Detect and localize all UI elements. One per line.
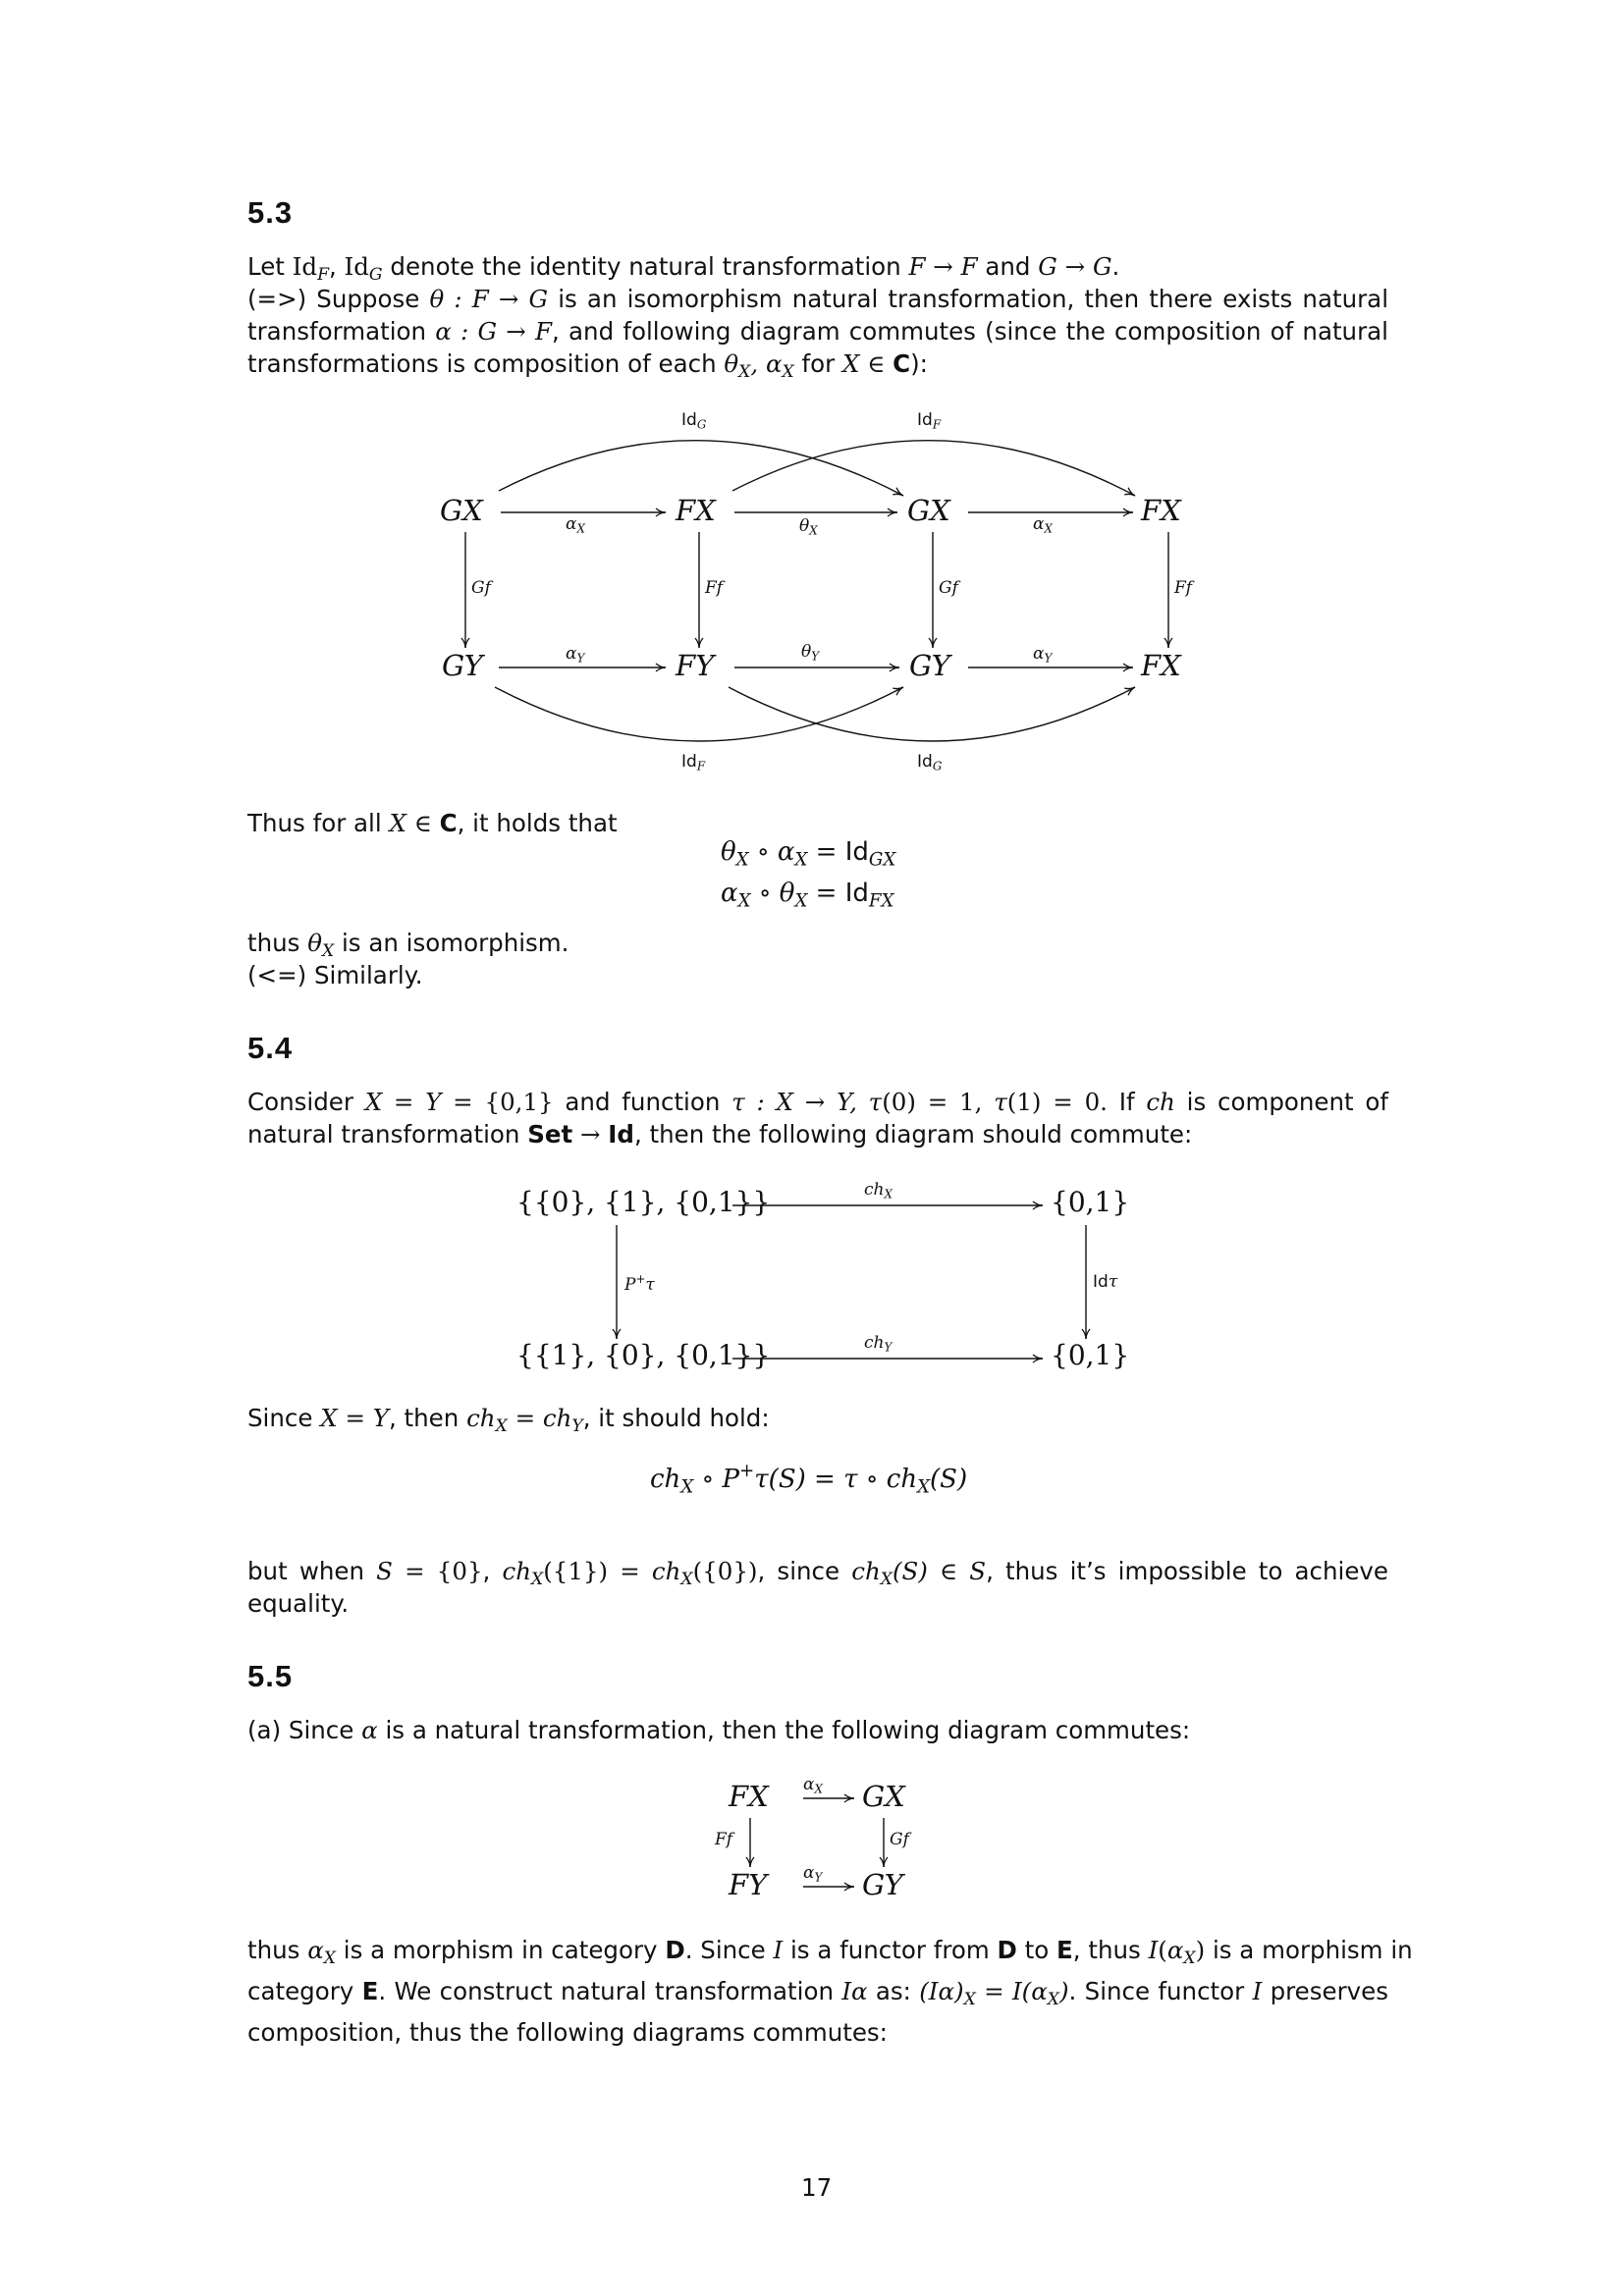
node-set-x: {0,1} (1051, 1186, 1130, 1218)
s53-converse: (<=) Similarly. (247, 961, 423, 989)
s54-line-2: natural transformation Set → Id, then the following diagram should commute: (247, 1120, 1193, 1148)
s54-since-line: Since X = Y, then $ch_X = ch_Y$, it should hold: (247, 1404, 770, 1437)
section-heading-5-3: 5.3 (247, 195, 294, 230)
node-gx-small: GX (862, 1780, 905, 1813)
label-theta-x: $\theta_X$ (799, 516, 818, 538)
label-alpha-x-2: $\alpha_X$ (1033, 514, 1053, 536)
label-alpha-y-1: $\alpha_Y$ (566, 644, 585, 666)
node-fy-1: FY (676, 649, 715, 682)
label-gf-small: Gf (890, 1830, 909, 1849)
node-fx-2: FX (1141, 494, 1181, 527)
curve-id-f-top (732, 441, 1135, 496)
s53-conclusion: thus $\theta_X$ is an isomorphism. (247, 929, 569, 962)
node-fy-small: FY (729, 1868, 768, 1901)
label-p-plus-tau: P+τ (624, 1272, 655, 1296)
label-ch-y: $ch_Y$ (864, 1333, 893, 1355)
node-gy-1: GY (442, 649, 483, 682)
s55-line-1: (a) Since α is a natural transformation, then the following diagram commutes: (247, 1716, 1191, 1744)
s53-thus-line: Thus for all X ∈ C, it holds that (247, 809, 618, 837)
node-powerset-y: {{1}, {0}, {0,1}} (516, 1339, 771, 1371)
label-ff-1: Ff (705, 578, 724, 598)
s53-forward-paragraph: (=>) Suppose θ : F → G is an isomorphism natural transformation, then there exists natural transformation α : G → F, and following diagram commutes (since the composition of natural transformations is composition of each $\theta_X$, $\alpha_X$ for X ∈ C): (247, 285, 1388, 383)
curve-id-f-bottom (495, 687, 903, 741)
label-gf-2: Gf (939, 578, 958, 598)
label-alpha-x-small: $\alpha_X$ (803, 1775, 823, 1796)
label-ch-x: $ch_X$ (864, 1180, 893, 1201)
node-fx-small: FX (729, 1780, 769, 1813)
label-id-g-top: $Id_G$ (681, 410, 707, 432)
node-fx-1: FX (676, 494, 716, 527)
label-id-f-bottom: $Id_F$ (681, 752, 706, 774)
label-id-tau: Idτ (1093, 1272, 1118, 1292)
node-gy-2: GY (909, 649, 950, 682)
label-alpha-y-2: $\alpha_Y$ (1033, 644, 1053, 666)
s53-equation-2: $\alpha_X$ ∘ $\theta_X = Id_{FX}$ (721, 879, 894, 912)
page-number: 17 (801, 2173, 833, 2202)
node-set-y: {0,1} (1051, 1339, 1130, 1371)
label-ff-2: Ff (1174, 578, 1193, 598)
curve-id-g-top (499, 441, 903, 496)
label-id-f-top: $Id_F$ (917, 410, 942, 432)
node-fx-3: FX (1141, 649, 1181, 682)
s53-intro-line: Let $Id_F$, $Id_G$ denote the identity natural transformation F → F and G → G. (247, 252, 1120, 286)
s54-but-line: but when S = {0}, $ch_X(\{1\}) = ch_X(\{0\})$, since $ch_X(S)$ ∈ S, thus it’s impossible to achieve (247, 1557, 1389, 1590)
section-heading-5-4: 5.4 (247, 1031, 294, 1065)
label-theta-y: $\theta_Y$ (801, 642, 820, 664)
label-alpha-x-1: $\alpha_X$ (566, 514, 585, 536)
label-id-g-bottom: $Id_G$ (917, 752, 943, 774)
node-gx-1: GX (440, 494, 483, 527)
s53-equation-1: $\theta_X$ ∘ $\alpha_X = Id_{GX}$ (721, 837, 896, 871)
node-gy-small: GY (862, 1868, 903, 1901)
section-heading-5-5: 5.5 (247, 1659, 294, 1693)
label-ff-small: Ff (715, 1830, 733, 1849)
label-gf-1: Gf (471, 578, 491, 598)
s54-but-line-2: equality. (247, 1589, 350, 1618)
label-alpha-y-small: $\alpha_Y$ (803, 1863, 823, 1885)
s54-line-1: Consider X = Y = {0,1} and function τ : X → Y, τ(0) = 1, τ(1) = 0. If ch is component of (247, 1088, 1389, 1116)
s55-paragraph: thus $\alpha_X$ is a morphism in category D. Since I is a functor from D to E, thus $I(\alpha_X)$ is a morphism in category E. We construct natural transformation Iα as: $(I\alpha)_X = I(\alpha_X)$. Since functor I preserves composition, thus the following diagrams commutes: (247, 1936, 1413, 2048)
curve-id-g-bottom (729, 687, 1135, 741)
node-gx-2: GX (907, 494, 950, 527)
node-powerset-x: {{0}, {1}, {0,1}} (516, 1186, 771, 1218)
s54-equation: $ch_X$ ∘ P+τ(S) = τ ∘ $ch_X(S)$ (650, 1461, 968, 1498)
